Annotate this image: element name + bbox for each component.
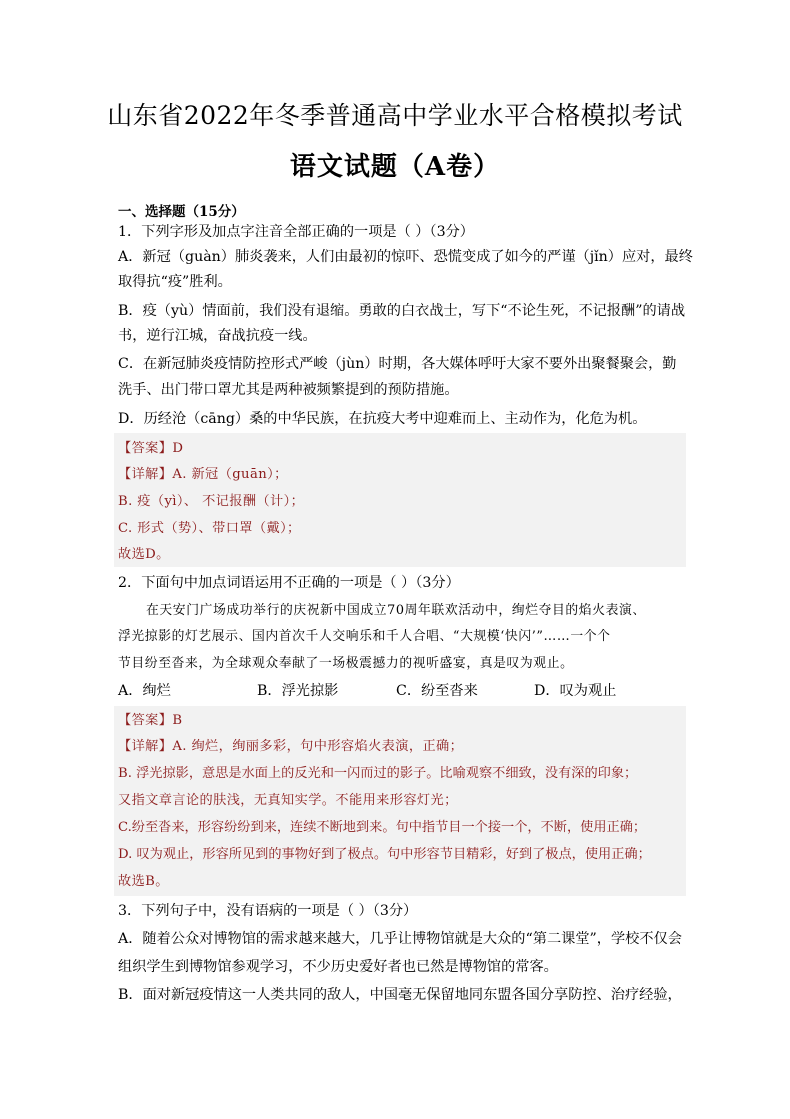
q2-detail-line1: 【详解】A. 绚烂，绚丽多彩，句中形容焰火表演，正确； [118,739,464,754]
q2-detail-line3: 又指文章言论的肤浅，无真知实学。不能用来形容灯光； [118,793,458,808]
q2-option-d: D．叹为观止 [534,683,617,699]
q1-option-c-line2: 洗手、出门带口罩尤其是两种被频繁提到的预防措施。 [118,382,459,398]
q2-detail-line4: C.纷至沓来，形容纷纷到来，连续不断地到来。句中指节目一个接一个，不断，使用正确； [118,820,647,835]
q3-stem: 3．下列句子中，没有语病的一项是（ ）（3分） [118,903,418,919]
q3-option-a-line2: 组织学生到博物馆参观学习，不少历史爱好者也已然是博物馆的常客。 [118,959,558,975]
q1-detail-line2: B. 疫（yì）、 不记报酬（计）； [118,494,305,509]
exam-title: 山东省2022年冬季普通高中学业水平合格模拟考试 [107,101,683,130]
q1-answer: 【答案】D [118,441,184,456]
q1-option-a-line1: A．新冠（guàn）肺炎袭来，人们由最初的惊吓、恐慌变成了如今的严谨（jǐn）应对，最终 [118,249,693,265]
exam-subtitle: 语文试题（A卷） [289,152,501,182]
q1-option-c-line1: C．在新冠肺炎疫情防控形式严峻（jùn）时期，各大媒体呼吁大家不要外出聚餐聚会，勤 [118,356,677,372]
section-heading: 一、选择题（15分） [118,204,245,220]
q2-stem: 2．下面句中加点词语运用不正确的一项是（ ）（3分） [118,575,460,591]
q1-detail-line1: 【详解】A. 新冠（guān）； [118,467,288,482]
q2-answer: 【答案】B [118,713,183,728]
q3-option-b-line1: B．面对新冠疫情这一人类共同的敌人，中国毫无保留地同东盟各国分享防控、治疗经验， [118,987,682,1003]
q2-detail-line2: B. 浮光掠影，意思是水面上的反光和一闪而过的影子。比喻观察不细致，没有深的印象； [118,766,638,781]
q2-option-b: B．浮光掠影 [257,683,339,699]
q1-option-b-line2: 书，逆行江城，奋战抗疫一线。 [118,328,317,344]
q1-option-d: D．历经沧（cāng）桑的中华民族，在抗疫大考中迎难而上、主动作为，化危为机。 [118,411,647,427]
q1-stem: 1．下列字形及加点字注音全部正确的一项是（ ）（3分） [118,224,474,240]
q2-passage-line1: 在天安门广场成功举行的庆祝新中国成立70周年联欢活动中，绚烂夺目的焰火表演、 [146,603,646,618]
q1-option-a-line2: 取得抗“疫”胜利。 [118,274,232,290]
q2-passage-line3: 节目纷至沓来，为全球观众奉献了一场极震撼力的视听盛宴，真是叹为观止。 [118,656,574,671]
q2-detail-line5: D. 叹为观止，形容所见到的事物好到了极点。句中形容节目精彩，好到了极点，使用正确； [118,847,651,862]
q1-detail-line3: C. 形式（势）、带口罩（戴）； [118,521,301,536]
q1-detail-line4: 故选D。 [118,547,170,562]
q2-detail-line6: 故选B。 [118,874,169,889]
q2-passage-line2: 浮光掠影的灯艺展示、国内首次千人交响乐和千人合唱、“大规模‘快闪’”……一个个 [118,629,611,644]
q3-option-a-line1: A．随着公众对博物馆的需求越来越大，几乎让博物馆就是大众的“第二课堂”，学校不仅会 [118,931,682,947]
q1-option-b-line1: B．疫（yù）情面前，我们没有退缩。勇敢的白衣战士，写下“不论生死，不记报酬”的请战 [118,303,686,319]
q2-option-c: C．纷至沓来 [396,683,478,699]
q2-option-a: A．绚烂 [118,683,171,699]
